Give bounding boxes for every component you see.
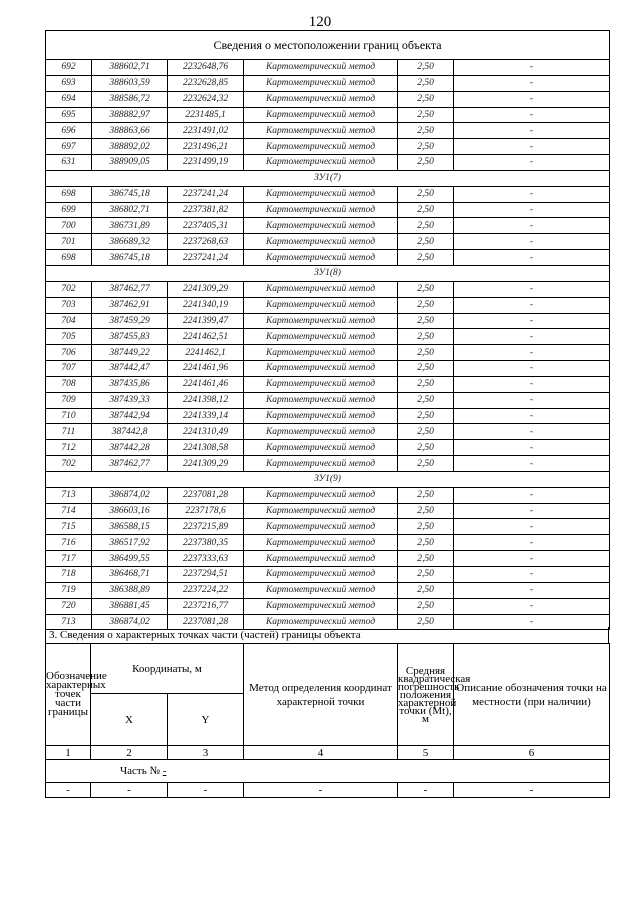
table-row [46, 313, 610, 329]
point-number: 693 [46, 75, 92, 91]
part-points-table [45, 643, 610, 798]
error-value: 2,50 [398, 155, 454, 171]
coord-x: 387442,8 [92, 424, 168, 440]
table-row [46, 551, 610, 567]
coord-y: 2241340,19 [168, 297, 244, 313]
point-number: 631 [46, 155, 92, 171]
method: Картометрический метод [244, 408, 398, 424]
table-row [46, 408, 610, 424]
table-row [46, 567, 610, 583]
coord-x: 387439,33 [92, 392, 168, 408]
table-row [46, 123, 610, 139]
coord-y: 2241308,58 [168, 440, 244, 456]
empty-cell: - [398, 783, 454, 798]
part-label-row [46, 760, 610, 783]
description: - [454, 107, 610, 123]
point-number: 697 [46, 139, 92, 155]
coord-y: 2241462,1 [168, 345, 244, 361]
coord-x: 386874,02 [92, 614, 168, 630]
point-number: 719 [46, 582, 92, 598]
error-value: 2,50 [398, 519, 454, 535]
section-row [46, 170, 610, 186]
method: Картометрический метод [244, 345, 398, 361]
coord-y: 2231485,1 [168, 107, 244, 123]
coord-y: 2231491,02 [168, 123, 244, 139]
method: Картометрический метод [244, 487, 398, 503]
table-row [46, 297, 610, 313]
method: Картометрический метод [244, 424, 398, 440]
method: Картометрический метод [244, 297, 398, 313]
error-value: 2,50 [398, 535, 454, 551]
method: Картометрический метод [244, 107, 398, 123]
coord-x: 387442,94 [92, 408, 168, 424]
point-number: 715 [46, 519, 92, 535]
table-row [46, 376, 610, 392]
coord-x: 386745,18 [92, 250, 168, 266]
error-value: 2,50 [398, 456, 454, 472]
coord-y: 2237333,63 [168, 551, 244, 567]
coord-y: 2241461,96 [168, 361, 244, 377]
method: Картометрический метод [244, 392, 398, 408]
point-number: 709 [46, 392, 92, 408]
error-value: 2,50 [398, 329, 454, 345]
point-number: 713 [46, 487, 92, 503]
error-value: 2,50 [398, 75, 454, 91]
coord-y: 2237081,28 [168, 487, 244, 503]
coord-y: 2241310,49 [168, 424, 244, 440]
error-value: 2,50 [398, 123, 454, 139]
method: Картометрический метод [244, 519, 398, 535]
coord-y: 2232624,32 [168, 91, 244, 107]
point-number: 702 [46, 281, 92, 297]
coord-x: 387455,83 [92, 329, 168, 345]
table-row [46, 345, 610, 361]
method: Картометрический метод [244, 503, 398, 519]
description: - [454, 408, 610, 424]
coord-y: 2241399,47 [168, 313, 244, 329]
point-number: 713 [46, 614, 92, 630]
error-value: 2,50 [398, 551, 454, 567]
point-number: 705 [46, 329, 92, 345]
empty-cell: - [454, 783, 610, 798]
error-value: 2,50 [398, 503, 454, 519]
col-header-point: Обозначение характерных точек части границы [46, 644, 91, 746]
section-label: ЗУ1(8) [46, 265, 610, 281]
coord-x: 387462,91 [92, 297, 168, 313]
point-number: 707 [46, 361, 92, 377]
description: - [454, 424, 610, 440]
point-number: 706 [46, 345, 92, 361]
description: - [454, 234, 610, 250]
table-row [46, 202, 610, 218]
col-header-method: Метод определения координат характерной точки [244, 644, 398, 746]
coord-x: 386468,71 [92, 567, 168, 583]
description: - [454, 313, 610, 329]
coord-y: 2237241,24 [168, 186, 244, 202]
method: Картометрический метод [244, 582, 398, 598]
error-value: 2,50 [398, 424, 454, 440]
description: - [454, 456, 610, 472]
error-value: 2,50 [398, 313, 454, 329]
description: - [454, 567, 610, 583]
section-3-title: 3. Сведения о характерных точках части (частей) границы объекта [45, 627, 609, 644]
point-number: 712 [46, 440, 92, 456]
method: Картометрический метод [244, 456, 398, 472]
col-number: 6 [454, 746, 610, 760]
coord-x: 387459,29 [92, 313, 168, 329]
description: - [454, 202, 610, 218]
col-number: 2 [91, 746, 168, 760]
method: Картометрический метод [244, 361, 398, 377]
point-number: 703 [46, 297, 92, 313]
col-number: 1 [46, 746, 91, 760]
table-row [46, 218, 610, 234]
point-number: 708 [46, 376, 92, 392]
coord-y: 2241309,29 [168, 281, 244, 297]
error-value: 2,50 [398, 250, 454, 266]
error-value: 2,50 [398, 408, 454, 424]
coord-x: 386874,02 [92, 487, 168, 503]
description: - [454, 75, 610, 91]
coord-y: 2237380,35 [168, 535, 244, 551]
coord-x: 387442,47 [92, 361, 168, 377]
coord-y: 2237268,63 [168, 234, 244, 250]
point-number: 702 [46, 456, 92, 472]
error-value: 2,50 [398, 440, 454, 456]
description: - [454, 376, 610, 392]
method: Картометрический метод [244, 234, 398, 250]
coord-x: 388863,66 [92, 123, 168, 139]
method: Картометрический метод [244, 91, 398, 107]
table-row [46, 234, 610, 250]
error-value: 2,50 [398, 281, 454, 297]
description: - [454, 361, 610, 377]
error-value: 2,50 [398, 598, 454, 614]
description: - [454, 329, 610, 345]
coord-y: 2241309,29 [168, 456, 244, 472]
description: - [454, 392, 610, 408]
empty-cell: - [244, 783, 398, 798]
table-row [46, 519, 610, 535]
point-number: 696 [46, 123, 92, 139]
table-row [46, 60, 610, 76]
description: - [454, 155, 610, 171]
col-number: 5 [398, 746, 454, 760]
description: - [454, 60, 610, 76]
section-label: ЗУ1(9) [46, 471, 610, 487]
error-value: 2,50 [398, 60, 454, 76]
coord-y: 2237224,22 [168, 582, 244, 598]
page-number: 120 [308, 14, 332, 30]
error-value: 2,50 [398, 345, 454, 361]
error-value: 2,50 [398, 361, 454, 377]
coord-x: 387462,77 [92, 456, 168, 472]
coord-x: 386388,89 [92, 582, 168, 598]
coord-x: 386881,45 [92, 598, 168, 614]
method: Картометрический метод [244, 123, 398, 139]
description: - [454, 218, 610, 234]
table-row [46, 75, 610, 91]
method: Картометрический метод [244, 75, 398, 91]
method: Картометрический метод [244, 598, 398, 614]
boundary-coordinates-table [45, 30, 610, 630]
method: Картометрический метод [244, 551, 398, 567]
coord-x: 388586,72 [92, 91, 168, 107]
error-value: 2,50 [398, 91, 454, 107]
error-value: 2,50 [398, 567, 454, 583]
point-number: 694 [46, 91, 92, 107]
method: Картометрический метод [244, 440, 398, 456]
error-value: 2,50 [398, 218, 454, 234]
table-row [46, 186, 610, 202]
table-row [46, 361, 610, 377]
point-number: 699 [46, 202, 92, 218]
coord-y: 2241461,46 [168, 376, 244, 392]
table-row [46, 107, 610, 123]
description: - [454, 186, 610, 202]
table-row [46, 487, 610, 503]
coord-y: 2237381,82 [168, 202, 244, 218]
method: Картометрический метод [244, 376, 398, 392]
coord-y: 2232648,76 [168, 60, 244, 76]
point-number: 710 [46, 408, 92, 424]
description: - [454, 503, 610, 519]
point-number: 704 [46, 313, 92, 329]
coord-y: 2241339,14 [168, 408, 244, 424]
empty-cell: - [46, 783, 91, 798]
coord-x: 386603,16 [92, 503, 168, 519]
point-number: 711 [46, 424, 92, 440]
table-row [46, 424, 610, 440]
coord-x: 388892,02 [92, 139, 168, 155]
coord-x: 387442,28 [92, 440, 168, 456]
coord-x: 386499,55 [92, 551, 168, 567]
col-header-y: Y [168, 694, 244, 746]
description: - [454, 440, 610, 456]
point-number: 701 [46, 234, 92, 250]
error-value: 2,50 [398, 376, 454, 392]
coord-x: 388603,59 [92, 75, 168, 91]
point-number: 700 [46, 218, 92, 234]
table-row [46, 598, 610, 614]
coord-y: 2237216,77 [168, 598, 244, 614]
description: - [454, 487, 610, 503]
error-value: 2,50 [398, 107, 454, 123]
description: - [454, 535, 610, 551]
table-row [46, 329, 610, 345]
table-row [46, 281, 610, 297]
col-header-coordinates: Координаты, м [91, 644, 244, 694]
coord-x: 386517,92 [92, 535, 168, 551]
coord-y: 2241398,12 [168, 392, 244, 408]
description: - [454, 345, 610, 361]
col-header-x: X [91, 694, 168, 746]
method: Картометрический метод [244, 329, 398, 345]
description: - [454, 91, 610, 107]
table-row [46, 582, 610, 598]
coord-y: 2232628,85 [168, 75, 244, 91]
table-title: Сведения о местоположении границ объекта [46, 31, 610, 60]
method: Картометрический метод [244, 202, 398, 218]
error-value: 2,50 [398, 234, 454, 250]
coord-x: 388602,71 [92, 60, 168, 76]
description: - [454, 614, 610, 630]
section-row [46, 471, 610, 487]
point-number: 692 [46, 60, 92, 76]
col-header-error: Средняя квадратическая погрешность положения характерной точки (Мt), м [398, 644, 454, 746]
coord-x: 387435,86 [92, 376, 168, 392]
description: - [454, 582, 610, 598]
col-number: 4 [244, 746, 398, 760]
coord-y: 2237405,31 [168, 218, 244, 234]
coord-x: 387449,22 [92, 345, 168, 361]
table-row [46, 392, 610, 408]
method: Картометрический метод [244, 535, 398, 551]
description: - [454, 519, 610, 535]
point-number: 720 [46, 598, 92, 614]
empty-cell: - [91, 783, 168, 798]
error-value: 2,50 [398, 186, 454, 202]
coord-y: 2237081,28 [168, 614, 244, 630]
empty-cell: - [168, 783, 244, 798]
method: Картометрический метод [244, 567, 398, 583]
point-number: 698 [46, 250, 92, 266]
method: Картометрический метод [244, 313, 398, 329]
description: - [454, 123, 610, 139]
table-row [46, 535, 610, 551]
coord-x: 386802,71 [92, 202, 168, 218]
col-header-description: Описание обозначения точки на местности (при наличии) [454, 644, 610, 746]
error-value: 2,50 [398, 139, 454, 155]
section-label: ЗУ1(7) [46, 170, 610, 186]
coord-x: 386731,89 [92, 218, 168, 234]
description: - [454, 281, 610, 297]
error-value: 2,50 [398, 614, 454, 630]
coord-y: 2237294,51 [168, 567, 244, 583]
method: Картометрический метод [244, 60, 398, 76]
part-label: Часть № [120, 765, 160, 777]
error-value: 2,50 [398, 202, 454, 218]
table-row [46, 91, 610, 107]
coord-y: 2237241,24 [168, 250, 244, 266]
point-number: 717 [46, 551, 92, 567]
coord-x: 386745,18 [92, 186, 168, 202]
part-value: - [162, 765, 167, 777]
coord-y: 2237178,6 [168, 503, 244, 519]
error-value: 2,50 [398, 297, 454, 313]
error-value: 2,50 [398, 487, 454, 503]
coord-x: 386588,15 [92, 519, 168, 535]
method: Картометрический метод [244, 281, 398, 297]
description: - [454, 297, 610, 313]
coord-y: 2237215,89 [168, 519, 244, 535]
point-number: 714 [46, 503, 92, 519]
coord-y: 2231499,19 [168, 155, 244, 171]
description: - [454, 551, 610, 567]
coord-x: 387462,77 [92, 281, 168, 297]
table-row [46, 456, 610, 472]
table-row [46, 155, 610, 171]
error-value: 2,50 [398, 582, 454, 598]
coord-x: 386689,32 [92, 234, 168, 250]
method: Картометрический метод [244, 614, 398, 630]
coord-y: 2231496,21 [168, 139, 244, 155]
point-number: 698 [46, 186, 92, 202]
table-row [46, 503, 610, 519]
coord-y: 2241462,51 [168, 329, 244, 345]
method: Картометрический метод [244, 186, 398, 202]
method: Картометрический метод [244, 250, 398, 266]
method: Картометрический метод [244, 155, 398, 171]
table-row [46, 250, 610, 266]
section-3 [45, 627, 609, 798]
table-row [46, 440, 610, 456]
description: - [454, 598, 610, 614]
point-number: 718 [46, 567, 92, 583]
method: Картометрический метод [244, 139, 398, 155]
col-number: 3 [168, 746, 244, 760]
error-value: 2,50 [398, 392, 454, 408]
description: - [454, 139, 610, 155]
table-row [46, 139, 610, 155]
point-number: 695 [46, 107, 92, 123]
method: Картометрический метод [244, 218, 398, 234]
description: - [454, 250, 610, 266]
section-row [46, 265, 610, 281]
point-number: 716 [46, 535, 92, 551]
coord-x: 388909,05 [92, 155, 168, 171]
coord-x: 388882,97 [92, 107, 168, 123]
